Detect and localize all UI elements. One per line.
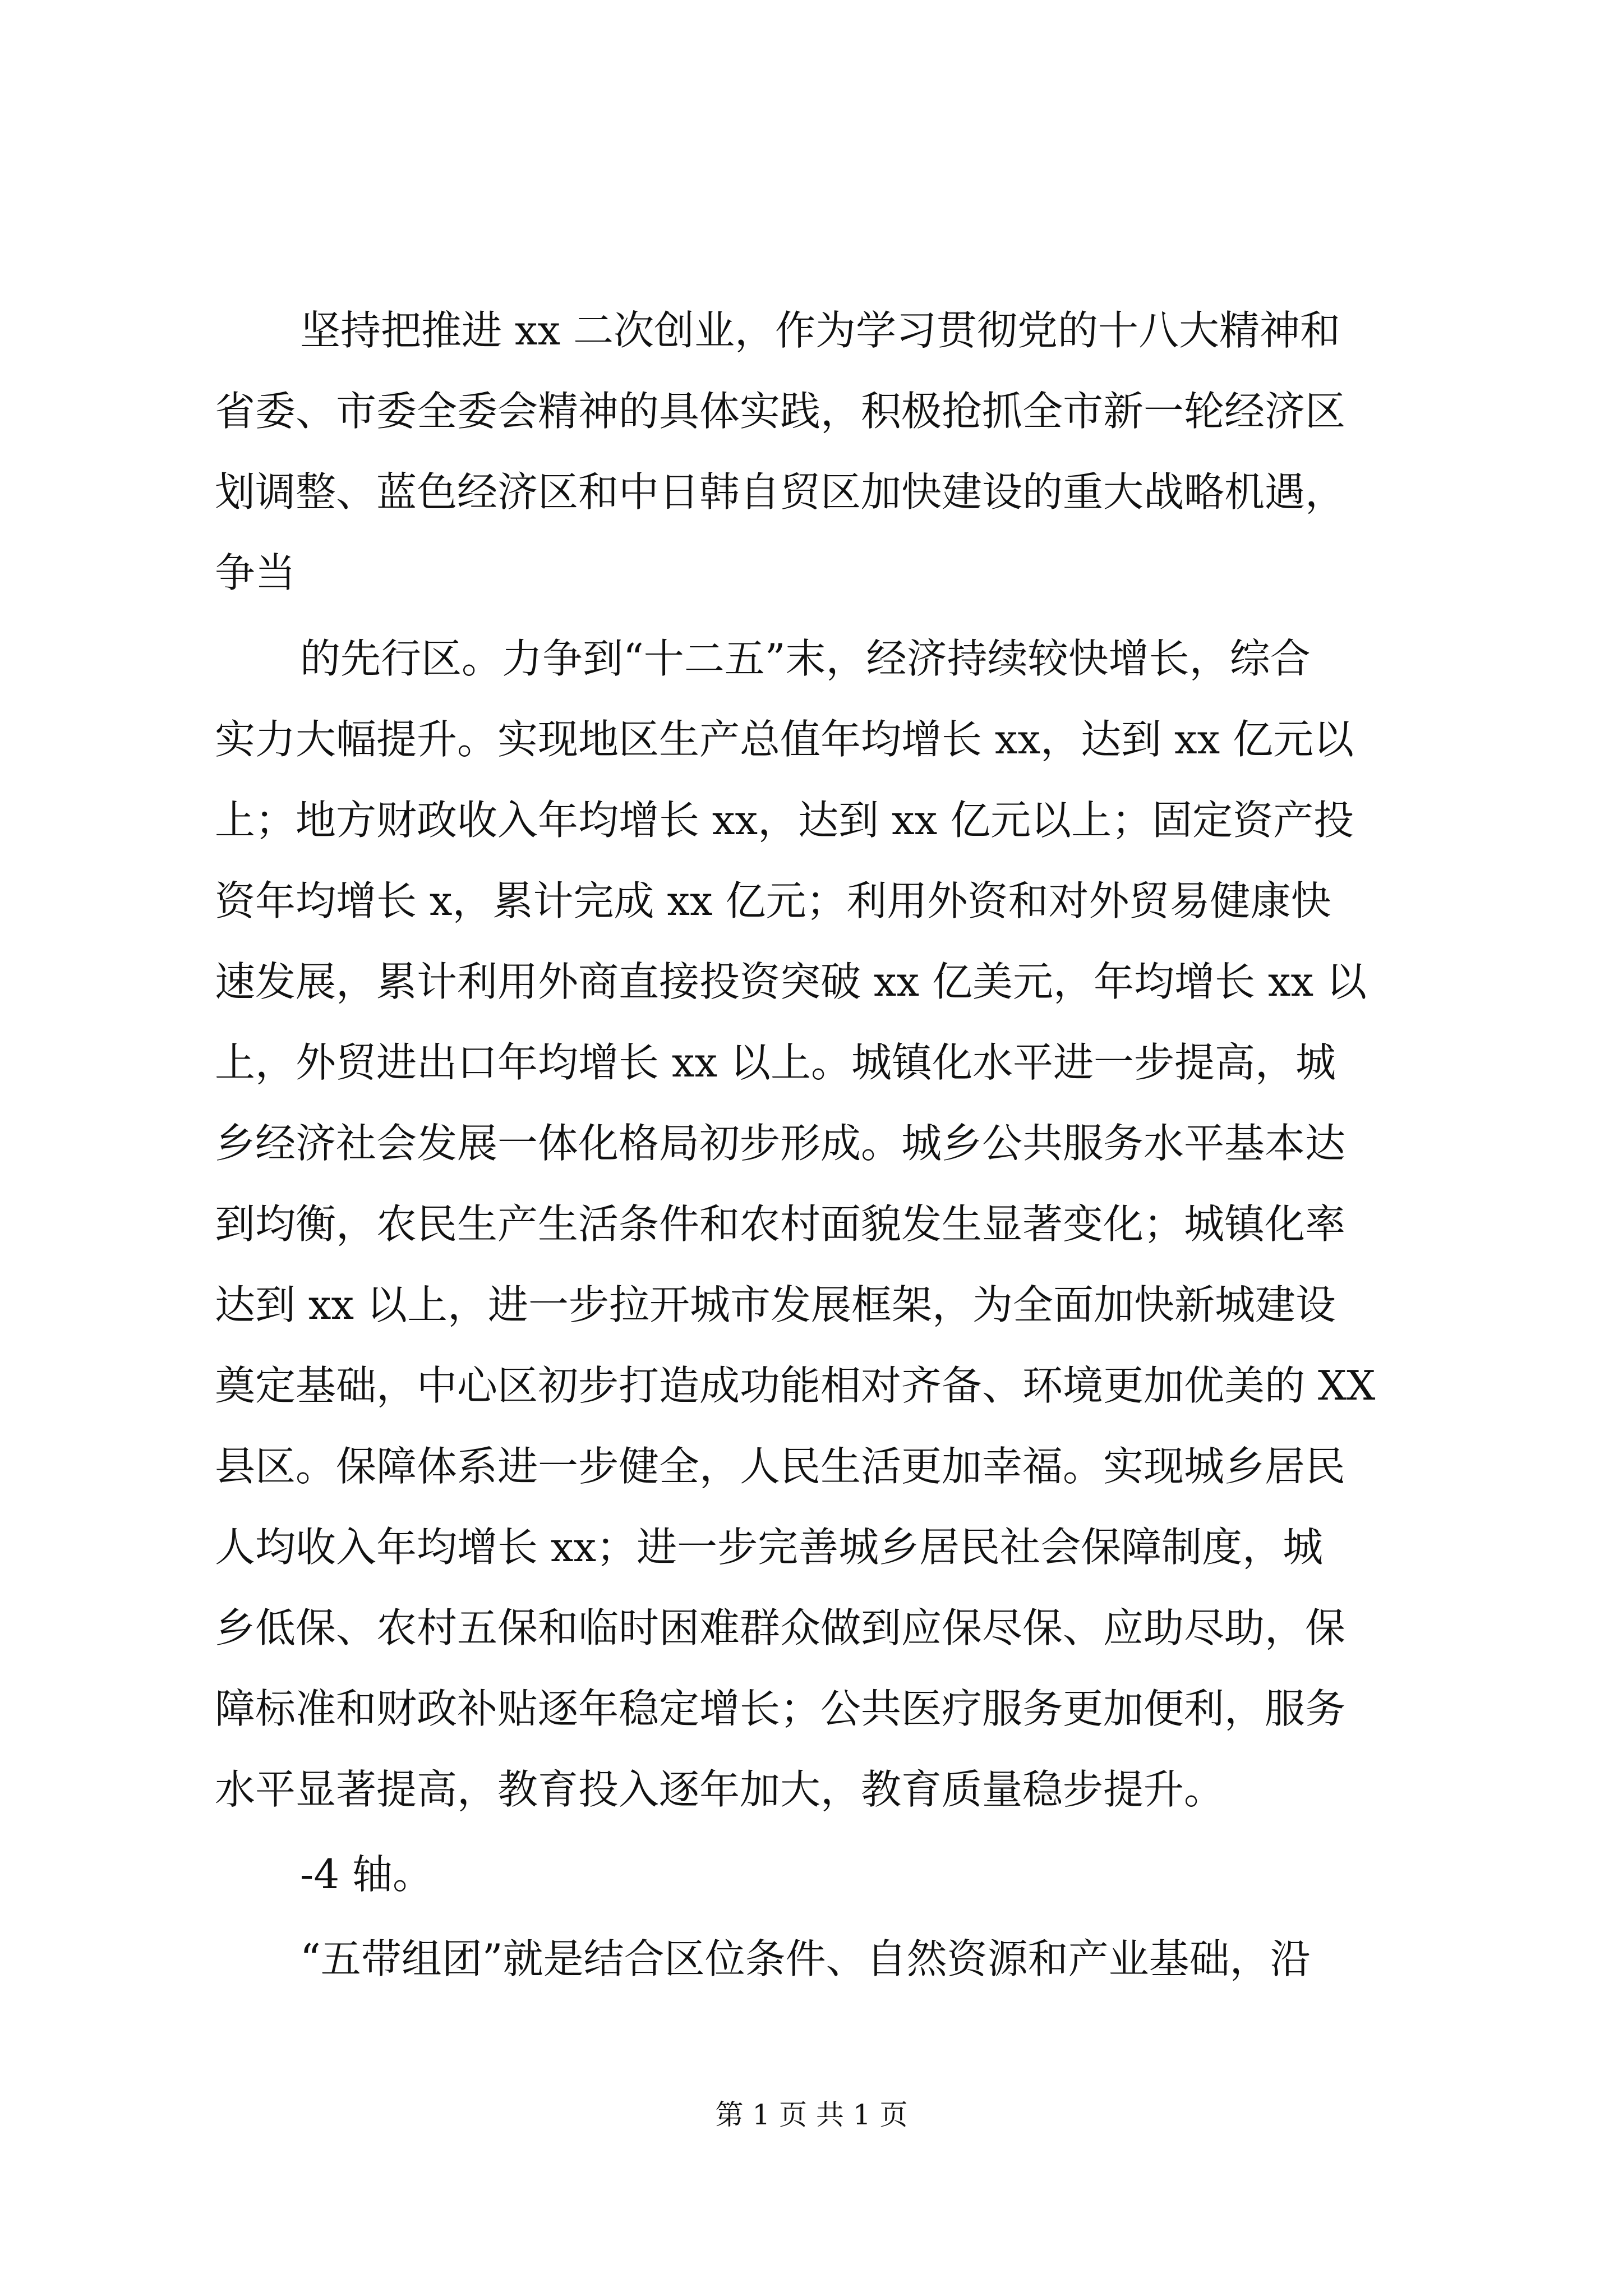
text-line: 的先行区。力争到“十二五”末，经济持续较快增长，综合 (300, 635, 1311, 682)
text-line: 水平显著提高，教育投入逐年加大，教育质量稳步提升。 (215, 1766, 1225, 1813)
text-line: 坚持把推进 xx 二次创业，作为学习贯彻党的十八大精神和 (300, 307, 1340, 354)
text-line: 速发展，累计利用外商直接投资突破 xx 亿美元，年均增长 xx 以 (215, 958, 1367, 1005)
text-line: 乡经济社会发展一体化格局初步形成。城乡公共服务水平基本达 (215, 1120, 1346, 1167)
text-line: 达到 xx 以上，进一步拉开城市发展框架，为全面加快新城建设 (215, 1281, 1336, 1328)
text-line: 人均收入年均增长 xx；进一步完善城乡居民社会保障制度，城 (215, 1524, 1324, 1571)
text-line: -4 轴。 (300, 1851, 434, 1898)
text-line: 到均衡，农民生产生活条件和农村面貌发生显著变化；城镇化率 (215, 1200, 1346, 1248)
text-line: “五带组团”就是结合区位条件、自然资源和产业基础，沿 (300, 1935, 1311, 1982)
text-line: 划调整、蓝色经济区和中日韩自贸区加快建设的重大战略机遇， (215, 468, 1346, 516)
text-line: 实力大幅提升。实现地区生产总值年均增长 xx，达到 xx 亿元以 (215, 716, 1354, 763)
page-footer: 第 1 页 共 1 页 (715, 2099, 908, 2131)
text-line: 上；地方财政收入年均增长 xx，达到 xx 亿元以上；固定资产投 (215, 797, 1354, 844)
text-line: 乡低保、农村五保和临时困难群众做到应保尽保、应助尽助，保 (215, 1604, 1346, 1651)
text-line: 资年均增长 x，累计完成 xx 亿元；利用外资和对外贸易健康快 (215, 877, 1331, 924)
text-line: 障标准和财政补贴逐年稳定增长；公共医疗服务更加便利，服务 (215, 1685, 1346, 1732)
text-line: 省委、市委全委会精神的具体实践，积极抢抓全市新一轮经济区 (215, 388, 1346, 435)
text-line: 争当 (215, 549, 296, 596)
text-line: 县区。保障体系进一步健全，人民生活更加幸福。实现城乡居民 (215, 1443, 1346, 1490)
text-line: 奠定基础，中心区初步打造成功能相对齐备、环境更加优美的 XX (215, 1362, 1376, 1409)
text-line: 上，外贸进出口年均增长 xx 以上。城镇化水平进一步提高，城 (215, 1039, 1336, 1086)
